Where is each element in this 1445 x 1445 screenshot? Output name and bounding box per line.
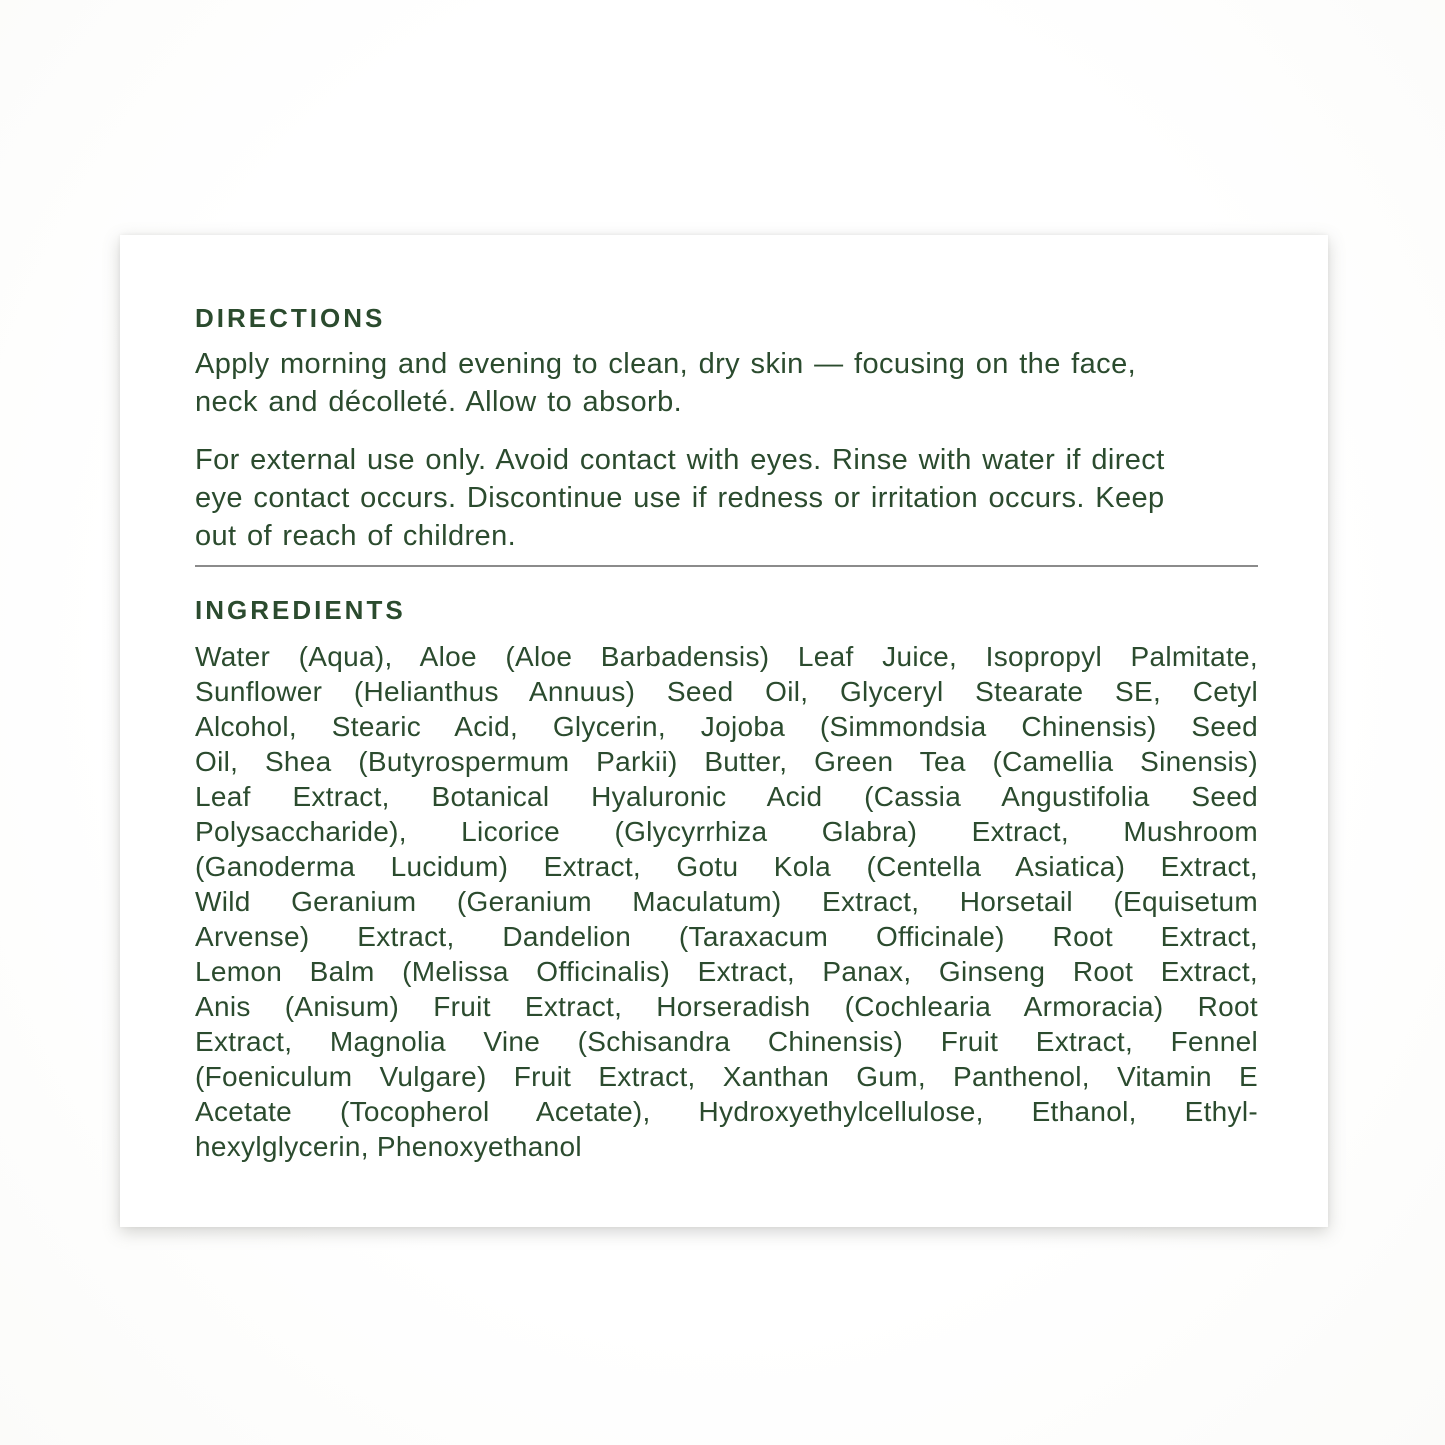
ingredients-list [195,639,1258,1164]
ingredients-line: Alcohol, Stearic Acid, Glycerin, Jojoba (Simmondsia Chinensis) Seed [195,711,1258,742]
ingredients-line: Leaf Extract, Botanical Hyaluronic Acid (Cassia Angustifolia Seed [195,781,1258,812]
section-divider [195,565,1258,567]
ingredients-line: hexylglycerin, Phenoxyethanol [195,1131,582,1162]
ingredients-line: Water (Aqua), Aloe (Aloe Barbadensis) Leaf Juice, Isopropyl Palmitate, [195,641,1258,672]
directions-warning-line: For external use only. Avoid contact with eyes. Rinse with water if direct [195,444,1165,476]
ingredients-line: Sunflower (Helianthus Annuus) Seed Oil, Glyceryl Stearate SE, Cetyl [195,676,1258,707]
directions-usage-line: neck and décolleté. Allow to absorb. [195,386,683,418]
ingredients-line: Extract, Magnolia Vine (Schisandra Chinensis) Fruit Extract, Fennel [195,1026,1258,1057]
directions-heading: DIRECTIONS [195,303,386,333]
ingredients-line: Anis (Anisum) Fruit Extract, Horseradish (Cochlearia Armoracia) Root [195,991,1258,1022]
directions-warning-paragraph [195,441,1258,555]
ingredients-line: Acetate (Tocopherol Acetate), Hydroxyethylcellulose, Ethanol, Ethyl- [195,1096,1258,1127]
ingredients-line: (Foeniculum Vulgare) Fruit Extract, Xanthan Gum, Panthenol, Vitamin E [195,1061,1258,1092]
directions-warning-line: out of reach of children. [195,520,517,552]
directions-warning-line: eye contact occurs. Discontinue use if redness or irritation occurs. Keep [195,482,1165,514]
directions-usage-line: Apply morning and evening to clean, dry skin — focusing on the face, [195,348,1137,380]
ingredients-line: (Ganoderma Lucidum) Extract, Gotu Kola (Centella Asiatica) Extract, [195,851,1258,882]
ingredients-line: Arvense) Extract, Dandelion (Taraxacum Officinale) Root Extract, [195,921,1258,952]
ingredients-line: Polysaccharide), Licorice (Glycyrrhiza Glabra) Extract, Mushroom [195,816,1258,847]
ingredients-line: Lemon Balm (Melissa Officinalis) Extract, Panax, Ginseng Root Extract, [195,956,1258,987]
ingredients-heading: INGREDIENTS [195,595,406,625]
directions-usage-paragraph [195,345,1258,421]
ingredients-line: Oil, Shea (Butyrospermum Parkii) Butter, Green Tea (Camellia Sinensis) [195,746,1258,777]
product-label-card [120,235,1328,1227]
ingredients-line: Wild Geranium (Geranium Maculatum) Extract, Horsetail (Equisetum [195,886,1258,917]
